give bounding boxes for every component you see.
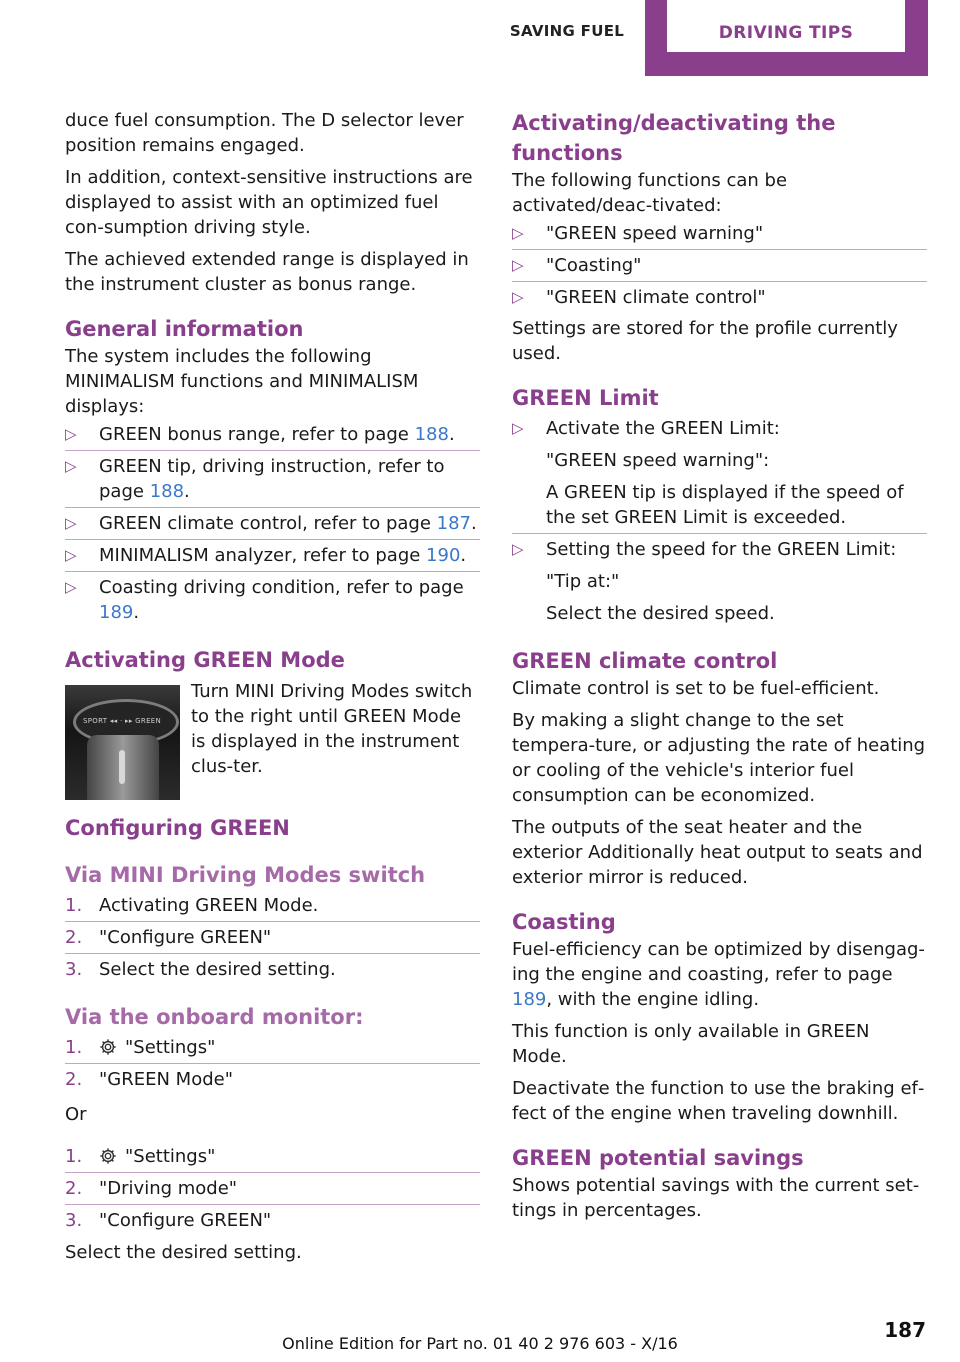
green-limit-list — [512, 413, 927, 629]
triangle-bullet-icon: ▷ — [512, 224, 524, 242]
coasting-paragraph: Deactivate the function to use the braking ef‐fect of the engine when traveling downhill. — [512, 1078, 925, 1124]
climate-paragraph: The outputs of the seat heater and the exterior Additionally heat output to seats and exterior mirror is reduced. — [512, 817, 923, 888]
step-item: 1. Activating GREEN Mode. — [65, 890, 480, 922]
triangle-bullet-icon: ▷ — [65, 457, 77, 475]
page-link[interactable]: 190 — [426, 545, 461, 566]
chapter-tab-label: DRIVING TIPS — [667, 0, 905, 52]
page-footer — [0, 1318, 960, 1362]
step-item: 2. "GREEN Mode" — [65, 1069, 233, 1090]
list-item: ▷ Coasting driving condition, refer to page 189. — [65, 577, 464, 623]
activating-functions-heading: Activating/deactivating the functions — [512, 111, 836, 165]
functions-list — [65, 419, 480, 628]
or-text: Or — [65, 1104, 87, 1125]
chapter-tab[interactable] — [645, 0, 928, 76]
intro-paragraph: The achieved extended range is displayed in the instrument cluster as bonus range. — [65, 249, 469, 295]
triangle-bullet-icon: ▷ — [65, 514, 77, 532]
configuring-green-heading: Configuring GREEN — [65, 816, 290, 840]
page-header — [0, 0, 960, 76]
list-item: ▷ GREEN climate control, refer to page 187. — [65, 508, 480, 540]
step-item: 3. "Configure GREEN" — [65, 1210, 272, 1231]
list-item: ▷ "GREEN climate control" — [512, 287, 766, 308]
list-item: ▷ GREEN bonus range, refer to page 188. — [65, 419, 480, 451]
climate-paragraph: By making a slight change to the set tempera‐ture, or adjusting the rate of heating or cooling of the vehicle's interior fuel consumption can be economized. — [512, 710, 926, 806]
triangle-bullet-icon: ▷ — [512, 540, 524, 558]
left-column — [65, 108, 480, 1272]
step-item: 2. "Driving mode" — [65, 1173, 480, 1205]
triangle-bullet-icon: ▷ — [512, 256, 524, 274]
activating-green-mode-text: Turn MINI Driving Modes switch to the right until GREEN Mode is displayed in the instrument clus‐ter. — [191, 681, 473, 777]
general-information-text: The system includes the following MINIMALISM functions and MINIMALISM displays: — [65, 346, 419, 417]
intro-paragraph: duce fuel consumption. The D selector lever position remains engaged. — [65, 110, 464, 156]
page-number: 187 — [884, 1318, 926, 1342]
switch-label: SPORT ◂◂ · ▸▸ GREEN — [83, 717, 162, 725]
settings-stored-text: Settings are stored for the profile currently used. — [512, 318, 898, 364]
switch-grip — [119, 750, 125, 784]
green-limit-heading: GREEN Limit — [512, 386, 659, 410]
list-item: ▷ Activate the GREEN Limit: "GREEN speed warning": A GREEN tip is displayed if the speed of the set GREEN Limit is exceeded. — [512, 413, 927, 534]
list-item: ▷ Setting the speed for the GREEN Limit: "Tip at:" Select the desired speed. — [512, 539, 897, 624]
green-potential-savings-heading: GREEN potential savings — [512, 1146, 804, 1170]
via-switch-steps — [65, 890, 480, 985]
edition-text: Online Edition for Part no. 01 40 2 976 603 - X/16 — [282, 1334, 678, 1353]
general-information-heading: General information — [65, 317, 304, 341]
triangle-bullet-icon: ▷ — [512, 288, 524, 306]
via-monitor-steps-a — [65, 1032, 480, 1095]
climate-paragraph: Climate control is set to be fuel-efficient. — [512, 678, 880, 699]
step-item: 2. "Configure GREEN" — [65, 922, 480, 954]
via-monitor-steps-b — [65, 1141, 480, 1236]
triangle-bullet-icon: ▷ — [65, 578, 77, 596]
page-link[interactable]: 188 — [414, 424, 449, 445]
section-tab[interactable]: SAVING FUEL — [509, 22, 625, 40]
triangle-bullet-icon: ▷ — [65, 425, 77, 443]
step-item: 1. "Settings" — [65, 1032, 480, 1064]
page-link[interactable]: 187 — [436, 513, 471, 534]
page-link[interactable]: 189 — [512, 989, 547, 1010]
list-item: ▷ "GREEN speed warning" — [512, 218, 927, 250]
list-item: ▷ "Coasting" — [512, 250, 927, 282]
page-link[interactable]: 189 — [99, 602, 134, 623]
list-item: ▷ GREEN tip, driving instruction, refer to page 188. — [65, 451, 480, 508]
green-climate-control-heading: GREEN climate control — [512, 649, 778, 673]
triangle-bullet-icon: ▷ — [65, 546, 77, 564]
driving-modes-switch-image — [65, 685, 180, 800]
green-mode-block — [65, 679, 480, 809]
activating-green-mode-heading: Activating GREEN Mode — [65, 648, 345, 672]
triangle-bullet-icon: ▷ — [512, 419, 524, 437]
step-item: 3. Select the desired setting. — [65, 959, 336, 980]
coasting-paragraph: This function is only available in GREEN Mode. — [512, 1021, 870, 1067]
gear-icon — [99, 1038, 117, 1056]
step-item: 1. "Settings" — [65, 1141, 480, 1173]
coasting-paragraph: Fuel-efficiency can be optimized by disengag‐ing the engine and coasting, refer to page 189, with the engine idling. — [512, 939, 925, 1010]
gear-icon — [99, 1147, 117, 1165]
activating-functions-text: The following functions can be activated/deac‐tivated: — [512, 170, 788, 216]
coasting-heading: Coasting — [512, 910, 616, 934]
right-column — [512, 108, 927, 1230]
intro-paragraph: In addition, context-sensitive instructions are displayed to assist with an optimized fuel con‐sumption driving style. — [65, 167, 473, 238]
via-switch-heading: Via MINI Driving Modes switch — [65, 863, 426, 887]
activating-functions-list — [512, 218, 927, 313]
via-monitor-heading: Via the onboard monitor: — [65, 1005, 364, 1029]
page-link[interactable]: 188 — [149, 481, 185, 502]
savings-text: Shows potential savings with the current set‐tings in percentages. — [512, 1175, 920, 1221]
closing-text: Select the desired setting. — [65, 1242, 302, 1263]
list-item: ▷ MINIMALISM analyzer, refer to page 190. — [65, 540, 480, 572]
